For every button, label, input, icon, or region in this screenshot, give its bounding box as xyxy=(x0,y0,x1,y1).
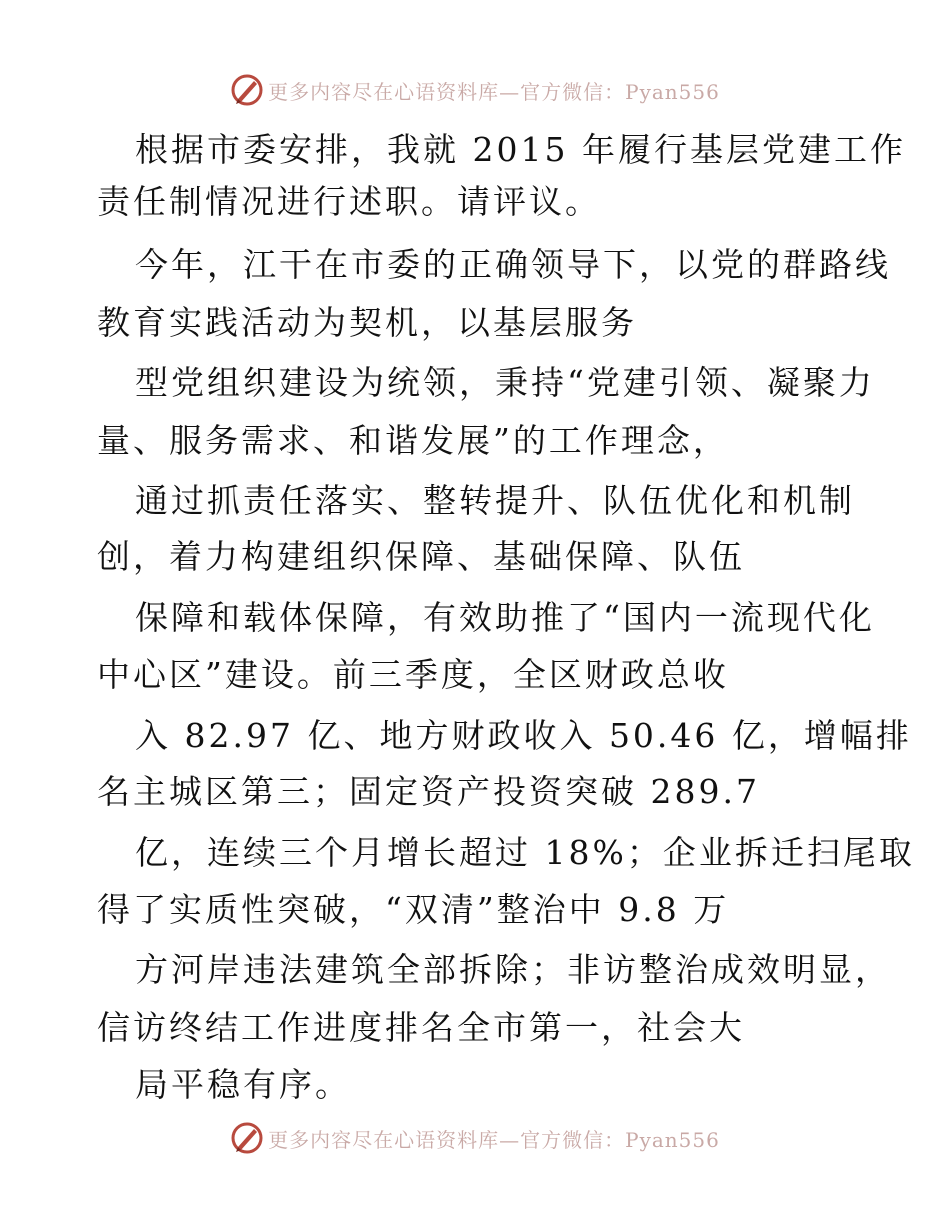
text-line: 今年，江干在市委的正确领导下，以党的群路线 xyxy=(135,245,891,284)
text-line: 名主城区第三；固定资产投资突破 289.7 xyxy=(97,772,760,811)
text-line: 中心区”建设。前三季度，全区财政总收 xyxy=(97,655,729,694)
document-body xyxy=(0,120,950,1104)
text-line: 亿，连续三个月增长超过 18%；企业拆迁扫尾取 xyxy=(135,833,915,872)
text-line: 方河岸违法建筑全部拆除；非访整治成效明显， xyxy=(135,950,891,989)
text-line: 根据市委安排，我就 2015 年履行基层党建工作 xyxy=(135,130,906,169)
text-line: 信访终结工作进度排名全市第一，社会大 xyxy=(97,1008,745,1047)
text-line: 入 82.97 亿、地方财政收入 50.46 亿，增幅排 xyxy=(135,716,912,755)
text-line: 型党组织建设为统领，秉持“党建引领、凝聚力 xyxy=(135,363,875,402)
footer-watermark xyxy=(0,1118,950,1158)
banner-text: 更多内容尽在心语资料库—官方微信：Pyan556 xyxy=(268,1127,720,1152)
text-line: 保障和载体保障，有效助推了“国内一流现代化 xyxy=(135,598,875,637)
text-line: 量、服务需求、和谐发展”的工作理念， xyxy=(97,421,729,460)
logo-icon xyxy=(230,1121,264,1155)
text-line: 得了实质性突破，“双清”整治中 9.8 万 xyxy=(97,890,730,929)
text-line: 通过抓责任落实、整转提升、队伍优化和机制 xyxy=(135,481,855,520)
text-line: 局平稳有序。 xyxy=(135,1065,351,1104)
text-line: 创，着力构建组织保障、基础保障、队伍 xyxy=(97,537,745,576)
header-watermark xyxy=(0,70,950,110)
text-line: 教育实践活动为契机，以基层服务 xyxy=(97,303,637,342)
banner-text: 更多内容尽在心语资料库—官方微信：Pyan556 xyxy=(268,79,720,104)
text-line: 责任制情况进行述职。请评议。 xyxy=(97,182,601,221)
logo-icon xyxy=(230,73,264,107)
